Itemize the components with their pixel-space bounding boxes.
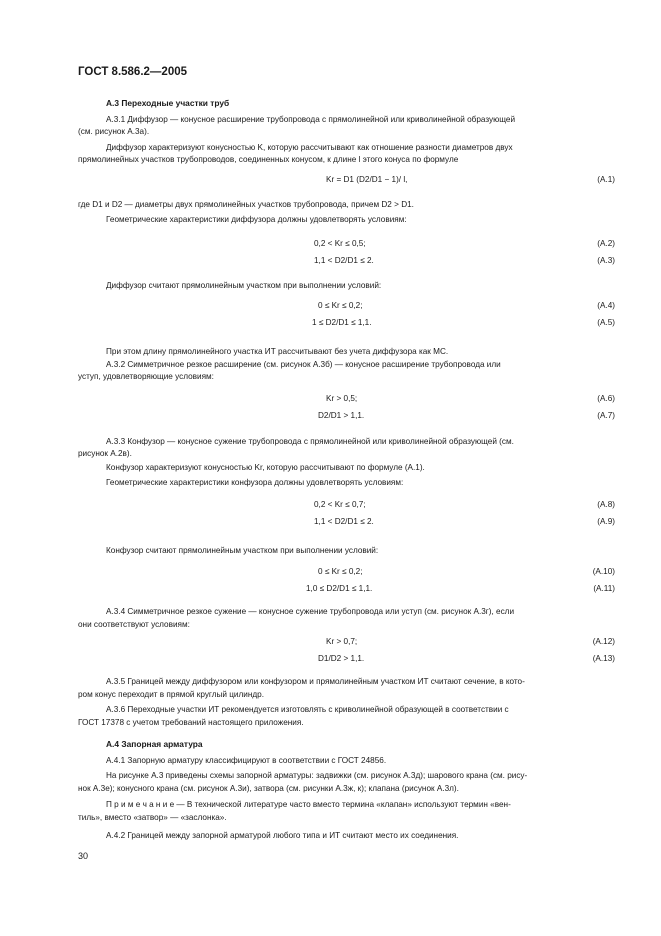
- a36-line-1: А.3.6 Переходные участки ИТ рекомендуется изготовлять с криволинейной образующей в соответствии с: [106, 705, 509, 714]
- a34-line-1: А.3.4 Симметричное резкое сужение — конусное сужение трубопровода или уступ (см. рисунок А.3г), если: [106, 607, 515, 616]
- equation-number-a5: (А.5): [597, 318, 615, 327]
- equation-a13: D1/D2 > 1,1.: [318, 654, 365, 663]
- equation-number-a11: (А.11): [593, 584, 615, 593]
- a31-line-1: А.3.1 Диффузор — конусное расширение трубопровода с прямолинейной или криволинейной образующей: [106, 115, 516, 124]
- page-number: 30: [78, 851, 89, 861]
- note-line-1: П р и м е ч а н и е — В технической литературе часто вместо термина «клапан» используют термин «вен-: [106, 800, 511, 809]
- diffuser-straight: Диффузор считают прямолинейным участком при выполнении условий:: [106, 281, 382, 290]
- equation-number-a8: (А.8): [597, 500, 615, 509]
- equation-number-a9: (А.9): [597, 517, 615, 526]
- a35-line-1: А.3.5 Границей между диффузором или конфузором и прямолинейным участком ИТ считают сечение, в кото-: [106, 677, 525, 686]
- geometry-konfuzor: Геометрические характеристики конфузора должны удовлетворять условиям:: [106, 478, 404, 487]
- a35-line-2: ром конус переходит в прямой круглый цилиндр.: [78, 690, 264, 699]
- section-a4-heading: А.4 Запорная арматура: [106, 739, 203, 749]
- a32-line-2: уступ, удовлетворяющие условиям:: [78, 372, 214, 381]
- equation-a6: Kr > 0,5;: [326, 394, 358, 403]
- konfuzor-straight: Конфузор считают прямолинейным участком при выполнении условий:: [106, 546, 379, 555]
- a41-para2-line-2: нок А.3е); конусного крана (см. рисунок А.3и), затвора (см. рисунки А.3ж, к); клапана (рисунок А.3л).: [78, 784, 459, 793]
- equation-a10: 0 ≤ Kr ≤ 0,2;: [318, 567, 363, 576]
- a33-line-1: А.3.3 Конфузор — конусное сужение трубопровода с прямолинейной или криволинейной образующей (см.: [106, 437, 514, 446]
- equation-a3: 1,1 < D2/D1 ≤ 2.: [314, 256, 374, 265]
- section-a3-heading: А.3 Переходные участки труб: [106, 98, 230, 108]
- equation-a4: 0 ≤ Kr ≤ 0,2;: [318, 301, 363, 310]
- a42-line: А.4.2 Границей между запорной арматурой любого типа и ИТ считают место их соединения.: [106, 831, 459, 840]
- a41-para2-line-1: На рисунке А.3 приведены схемы запорной арматуры: задвижки (см. рисунок А.3д); шарового крана (см. рису-: [106, 771, 528, 780]
- equation-a8: 0,2 < Kr ≤ 0,7;: [314, 500, 366, 509]
- equation-number-a3: (А.3): [597, 256, 615, 265]
- equation-number-a2: (А.2): [597, 239, 615, 248]
- document-header: ГОСТ 8.586.2—2005: [78, 66, 188, 78]
- equation-a9: 1,1 < D2/D1 ≤ 2.: [314, 517, 374, 526]
- a36-line-2: ГОСТ 17378 с учетом требований настоящего приложения.: [78, 718, 304, 727]
- a34-line-2: они соответствуют условиям:: [78, 620, 190, 629]
- where-line: где D1 и D2 — диаметры двух прямолинейных участков трубопровода, причем D2 > D1.: [78, 200, 414, 209]
- konfuzor-characterization: Конфузор характеризуют конусностью Kr, которую рассчитывают по формуле (А.1).: [106, 463, 425, 472]
- equation-a1: Kr = D1 (D2/D1 − 1)/ l,: [326, 175, 408, 184]
- equation-number-a1: (А.1): [597, 175, 615, 184]
- a31-line-2: (см. рисунок А.3а).: [78, 127, 150, 136]
- a41-line: А.4.1 Запорную арматуру классифицируют в соответствии с ГОСТ 24856.: [106, 756, 387, 765]
- equation-number-a13: (А.13): [592, 654, 615, 663]
- equation-a12: Kr > 0,7;: [326, 637, 358, 646]
- equation-number-a6: (А.6): [597, 394, 615, 403]
- geometry-diffuser: Геометрические характеристики диффузора должны удовлетворять условиям:: [106, 215, 407, 224]
- a33-line-2: рисунок А.2в).: [78, 449, 132, 458]
- diffuser-ms: При этом длину прямолинейного участка ИТ рассчитывают без учета диффузора как МС.: [106, 347, 449, 356]
- equation-a7: D2/D1 > 1,1.: [318, 411, 365, 420]
- equation-a2: 0,2 < Kr ≤ 0,5;: [314, 239, 366, 248]
- note-line-2: тиль», вместо «затвор» — «заслонка».: [78, 813, 227, 822]
- equation-number-a12: (А.12): [592, 637, 615, 646]
- equation-a11: 1,0 ≤ D2/D1 ≤ 1,1.: [306, 584, 373, 593]
- equation-number-a4: (А.4): [597, 301, 615, 310]
- equation-a5: 1 ≤ D2/D1 ≤ 1,1.: [312, 318, 372, 327]
- equation-number-a10: (А.10): [592, 567, 615, 576]
- a32-line-1: А.3.2 Симметричное резкое расширение (см. рисунок А.3б) — конусное расширение трубопровода или: [106, 360, 501, 369]
- a31-para2-line-1: Диффузор характеризуют конусностью K, которую рассчитывают как отношение разности диаметров двух: [106, 143, 513, 152]
- a31-para2-line-2: прямолинейных участков трубопроводов, соединенных конусом, к длине l этого конуса по формуле: [78, 155, 459, 164]
- equation-number-a7: (А.7): [597, 411, 615, 420]
